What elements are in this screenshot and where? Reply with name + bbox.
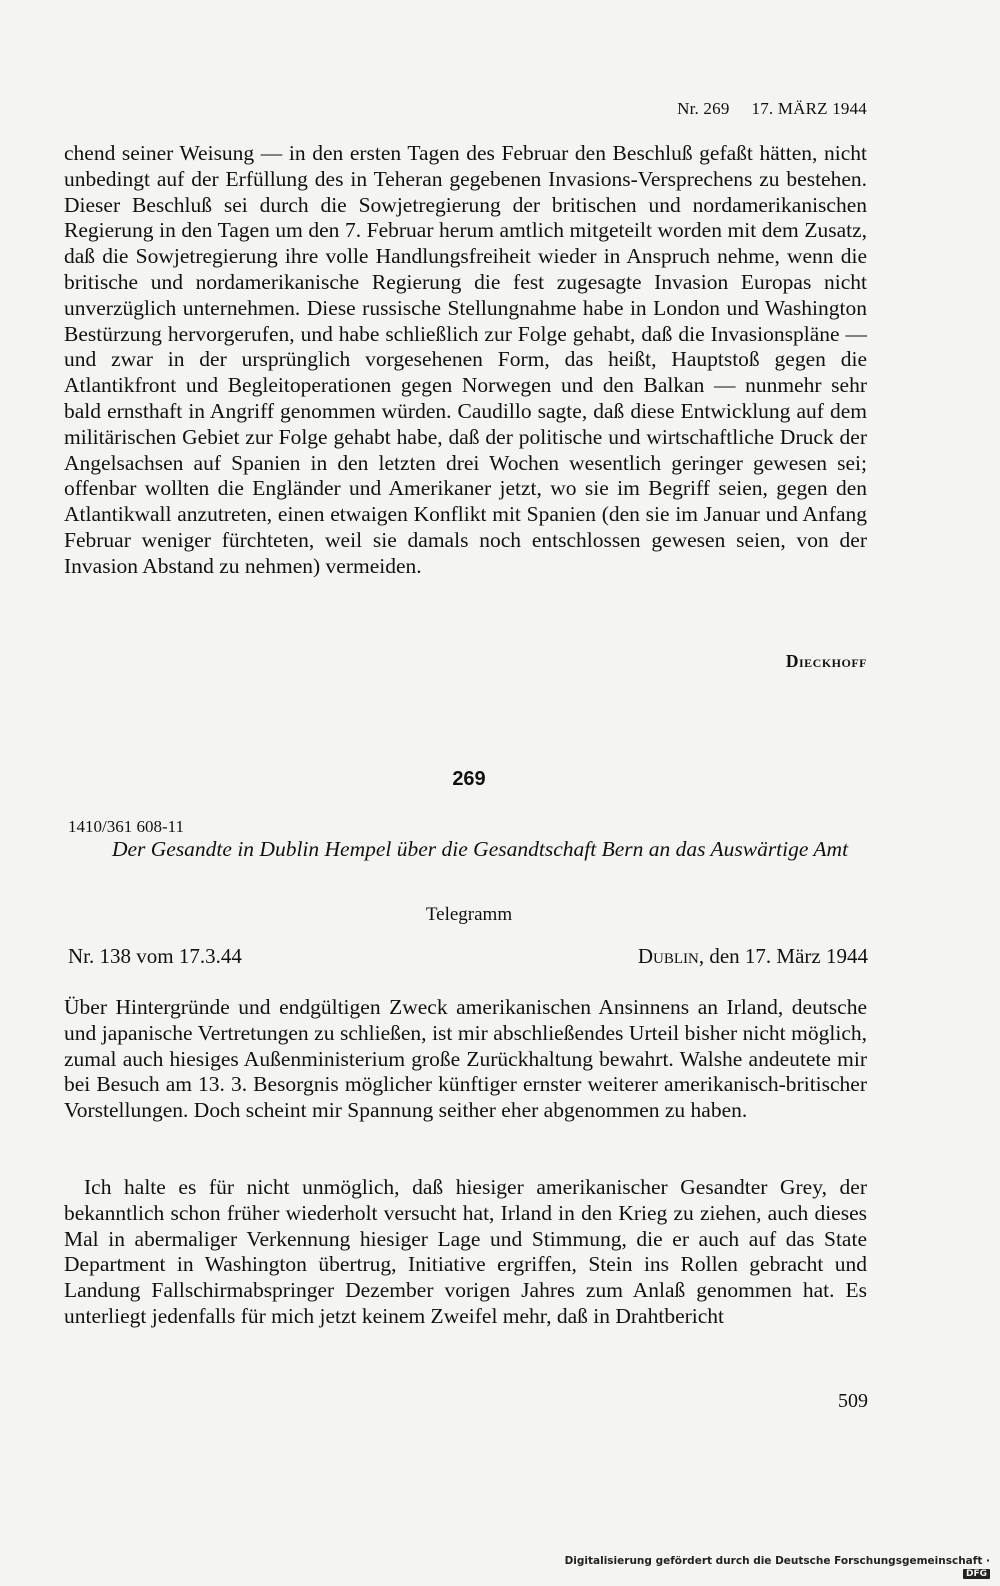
document-heading: Der Gesandte in Dublin Hempel über die Gesandtschaft Bern an das Auswärtige Amt	[111, 837, 849, 861]
body-paragraph-2: Über Hintergründe und endgültigen Zweck amerikanischen Ansinnens an Irland, deutsche und japanische Vertretungen zu schließen, ist mir abschließendes Urteil bisher nicht möglich, zumal auch hiesiges Außenministerium große Zurückhaltung bewahrt. Walshe andeutete mir bei Besuch am 13. 3. Besorgnis möglicher künftiger ernster weiterer amerikanisch-britischer Vorstellungen. Doch scheint mir Spannung seither eher abgenommen zu haben.	[64, 995, 867, 1123]
file-reference: 1410/361 608-11	[68, 817, 185, 836]
place-date	[638, 944, 868, 969]
document-number: 269	[452, 768, 486, 790]
body-paragraph-1: chend seiner Weisung — in den ersten Tagen des Februar den Beschluß gefaßt hätten, nicht unbedingt auf der Erfüllung des in Teheran gegebenen Invasions-Versprechens zu bestehen. Dieser Beschluß sei durch die Sowjetregierung der britischen und nordamerikanischen Regierung in den Tagen um den 7. Februar herum amtlich mitgeteilt worden mit dem Zusatz, daß die Sowjetregierung ihre volle Handlungsfreiheit wieder in Anspruch nehme, wenn die britische und nordamerikanische Regierung die fest zugesagte Invasion Europas nicht unverzüglich unternehmen. Diese russische Stellungnahme habe in London und Washington Bestürzung hervorgerufen, und habe schließlich zur Folge gehabt, daß die Invasionspläne — und zwar in der ursprünglich vorgesehenen Form, das heißt, Hauptstoß gegen die Atlantikfront und Begleitoperationen gegen Norwegen und den Balkan — nunmehr sehr bald ernsthaft in Angriff genommen würden. Caudillo sagte, daß diese Entwicklung auf dem militärischen Gebiet zur Folge gehabt habe, daß der politische und wirtschaftliche Druck der Angelsachsen auf Spanien in den letzten drei Wochen wesentlich geringer gewesen sei; offenbar wollten die Engländer und Amerikaner jetzt, wo sie im Begriff seien, gegen den Atlantikwall anzutreten, einen etwaigen Konflikt mit Spanien (den sie im Januar und Anfang Februar weniger fürchteten, weil sie damals noch entschlossen gewesen seien, von der Invasion Abstand zu nehmen) vermeiden.	[64, 141, 867, 578]
running-head	[560, 99, 867, 119]
body-paragraph-3: Ich halte es für nicht unmöglich, daß hiesiger amerikanischer Gesandter Grey, der bekanntlich schon früher wiederholt versucht hat, Irland in den Krieg zu ziehen, auch dieses Mal in abermaliger Verkennung hiesiger Lage und Stimmung, die er auch auf das State Department in Washington übertrug, Initiative ergriffen, Stein ins Rollen gebracht und Landung Fallschirmabspringer Dezember vorigen Jahres zum Anlaß genommen hat. Es unterliegt jedenfalls für mich jetzt keinem Zweifel mehr, daß in Drahtbericht	[64, 1175, 867, 1328]
document-type: Telegramm	[425, 904, 513, 925]
page-number: 509	[838, 1390, 868, 1412]
digitization-footer	[560, 1555, 990, 1579]
signature: Dieckhoff	[785, 651, 867, 671]
running-head-doc-number: Nr. 269	[677, 99, 730, 118]
footer-text: Digitalisierung gefördert durch die Deutsche Forschungsgemeinschaft ·	[564, 1555, 990, 1567]
running-head-date: 17. MÄRZ 1944	[751, 99, 867, 118]
telegram-number: Nr. 138 vom 17.3.44	[68, 944, 242, 968]
dateline	[68, 944, 868, 969]
dfg-logo: DFG	[963, 1569, 990, 1579]
place: Dublin	[637, 944, 699, 968]
date: , den 17. März 1944	[698, 944, 868, 968]
